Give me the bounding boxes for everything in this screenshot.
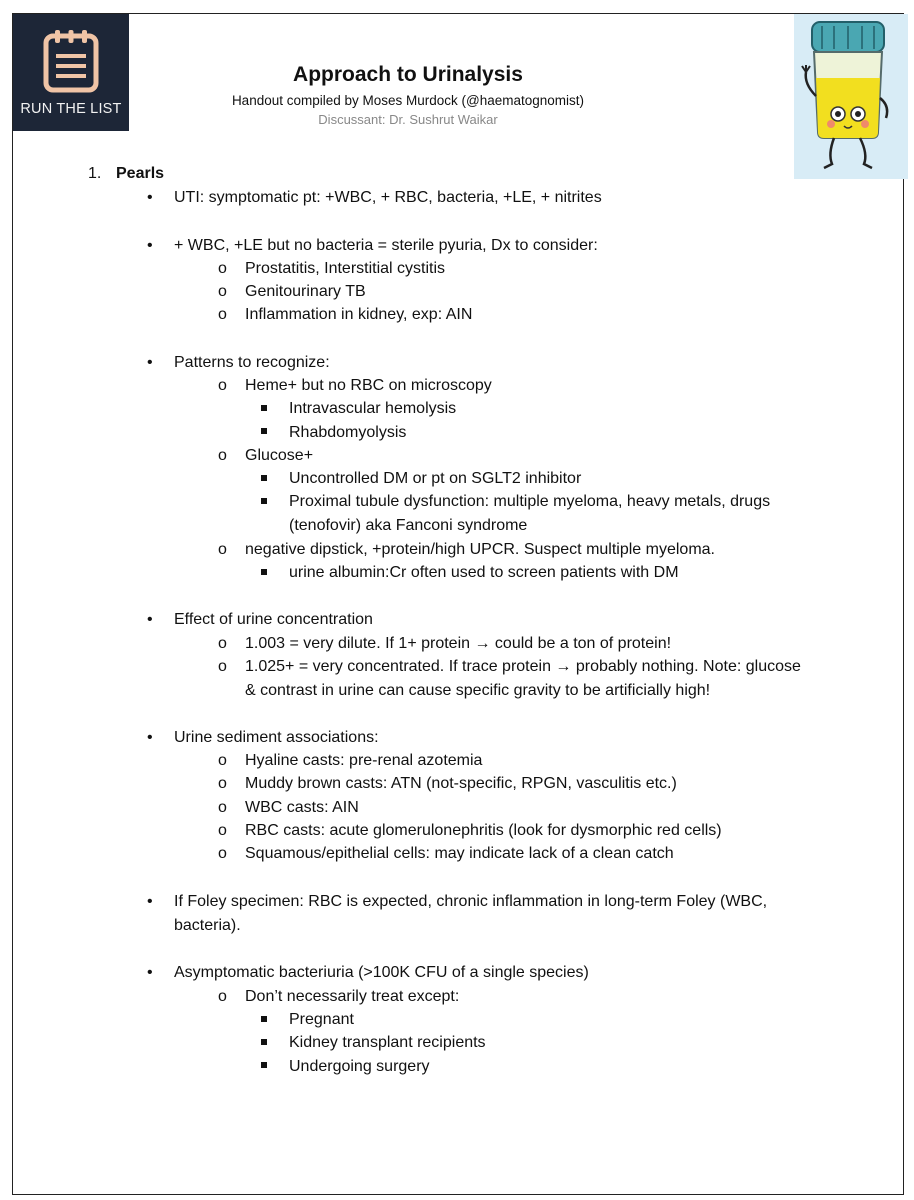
bullet-icon: • — [147, 237, 153, 254]
list-item: Squamous/epithelial cells: may indicate lack of a clean catch — [245, 845, 674, 862]
list-item: UTI: symptomatic pt: +WBC, + RBC, bacteria, +LE, + nitrites — [174, 189, 602, 206]
bullet-icon: • — [147, 189, 153, 206]
circle-bullet-icon: o — [218, 988, 227, 1005]
list-item: Asymptomatic bacteriuria (>100K CFU of a single species) — [174, 964, 589, 981]
square-bullet-icon — [261, 1016, 267, 1022]
square-bullet-icon — [261, 1039, 267, 1045]
list-item: Heme+ but no RBC on microscopy — [245, 377, 492, 394]
section-title: Pearls — [116, 165, 165, 182]
urine-cup-mascot-illustration — [794, 14, 908, 179]
list-item: Rhabdomyolysis — [289, 424, 407, 441]
list-item: 1.025+ = very concentrated. If trace protein → probably nothing. Note: glucose — [245, 658, 801, 675]
list-item: Urine sediment associations: — [174, 729, 379, 746]
section-number: 1. — [88, 165, 102, 182]
bullet-icon: • — [147, 964, 153, 981]
list-item: urine albumin:Cr often used to screen patients with DM — [289, 564, 679, 581]
discussant: Discussant: Dr. Sushrut Waikar — [318, 112, 498, 127]
subtitle: Handout compiled by Moses Murdock (@haematognomist) — [231, 93, 585, 108]
list-item: Muddy brown casts: ATN (not-specific, RPGN, vasculitis etc.) — [245, 775, 677, 792]
square-bullet-icon — [261, 405, 267, 411]
list-item-continuation: bacteria). — [174, 917, 241, 934]
square-bullet-icon — [261, 475, 267, 481]
list-item: WBC casts: AIN — [245, 799, 359, 816]
list-item: Pregnant — [289, 1011, 354, 1028]
page-title: Approach to Urinalysis — [293, 63, 523, 86]
list-item: Patterns to recognize: — [174, 354, 330, 371]
list-item: Prostatitis, Interstitial cystitis — [245, 260, 446, 277]
bullet-icon: • — [147, 893, 153, 910]
clipboard-list-icon — [42, 28, 100, 94]
list-item: Effect of urine concentration — [174, 611, 373, 628]
list-item: Uncontrolled DM or pt on SGLT2 inhibitor — [289, 470, 582, 487]
list-item: Inflammation in kidney, exp: AIN — [245, 306, 473, 323]
circle-bullet-icon: o — [218, 799, 227, 816]
list-item: RBC casts: acute glomerulonephritis (look for dysmorphic red cells) — [245, 822, 722, 839]
circle-bullet-icon: o — [218, 306, 227, 323]
square-bullet-icon — [261, 498, 267, 504]
list-item: Don’t necessarily treat except: — [245, 988, 460, 1005]
circle-bullet-icon: o — [218, 635, 227, 652]
square-bullet-icon — [261, 428, 267, 434]
list-item: 1.003 = very dilute. If 1+ protein → could be a ton of protein! — [245, 635, 672, 652]
circle-bullet-icon: o — [218, 752, 227, 769]
list-item: Kidney transplant recipients — [289, 1034, 486, 1051]
circle-bullet-icon: o — [218, 283, 227, 300]
square-bullet-icon — [261, 569, 267, 575]
bullet-icon: • — [147, 729, 153, 746]
circle-bullet-icon: o — [218, 447, 227, 464]
circle-bullet-icon: o — [218, 775, 227, 792]
circle-bullet-icon: o — [218, 822, 227, 839]
list-item: Undergoing surgery — [289, 1058, 430, 1075]
run-the-list-logo — [13, 14, 129, 131]
circle-bullet-icon: o — [218, 260, 227, 277]
list-item: Proximal tubule dysfunction: multiple myeloma, heavy metals, drugs — [289, 493, 771, 510]
list-item: + WBC, +LE but no bacteria = sterile pyuria, Dx to consider: — [174, 237, 598, 254]
list-item: negative dipstick, +protein/high UPCR. Suspect multiple myeloma. — [245, 541, 715, 558]
circle-bullet-icon: o — [218, 377, 227, 394]
bullet-icon: • — [147, 354, 153, 371]
list-item-continuation: (tenofovir) aka Fanconi syndrome — [289, 517, 528, 534]
logo-text: RUN THE LIST — [20, 101, 122, 117]
circle-bullet-icon: o — [218, 658, 227, 675]
list-item: Genitourinary TB — [245, 283, 366, 300]
square-bullet-icon — [261, 1062, 267, 1068]
circle-bullet-icon: o — [218, 845, 227, 862]
bullet-icon: • — [147, 611, 153, 628]
list-item: Glucose+ — [245, 447, 314, 464]
list-item-continuation: & contrast in urine can cause specific gravity to be artificially high! — [245, 682, 711, 699]
list-item: Intravascular hemolysis — [289, 400, 457, 417]
list-item: If Foley specimen: RBC is expected, chronic inflammation in long-term Foley (WBC, — [174, 893, 768, 910]
circle-bullet-icon: o — [218, 541, 227, 558]
list-item: Hyaline casts: pre-renal azotemia — [245, 752, 483, 769]
